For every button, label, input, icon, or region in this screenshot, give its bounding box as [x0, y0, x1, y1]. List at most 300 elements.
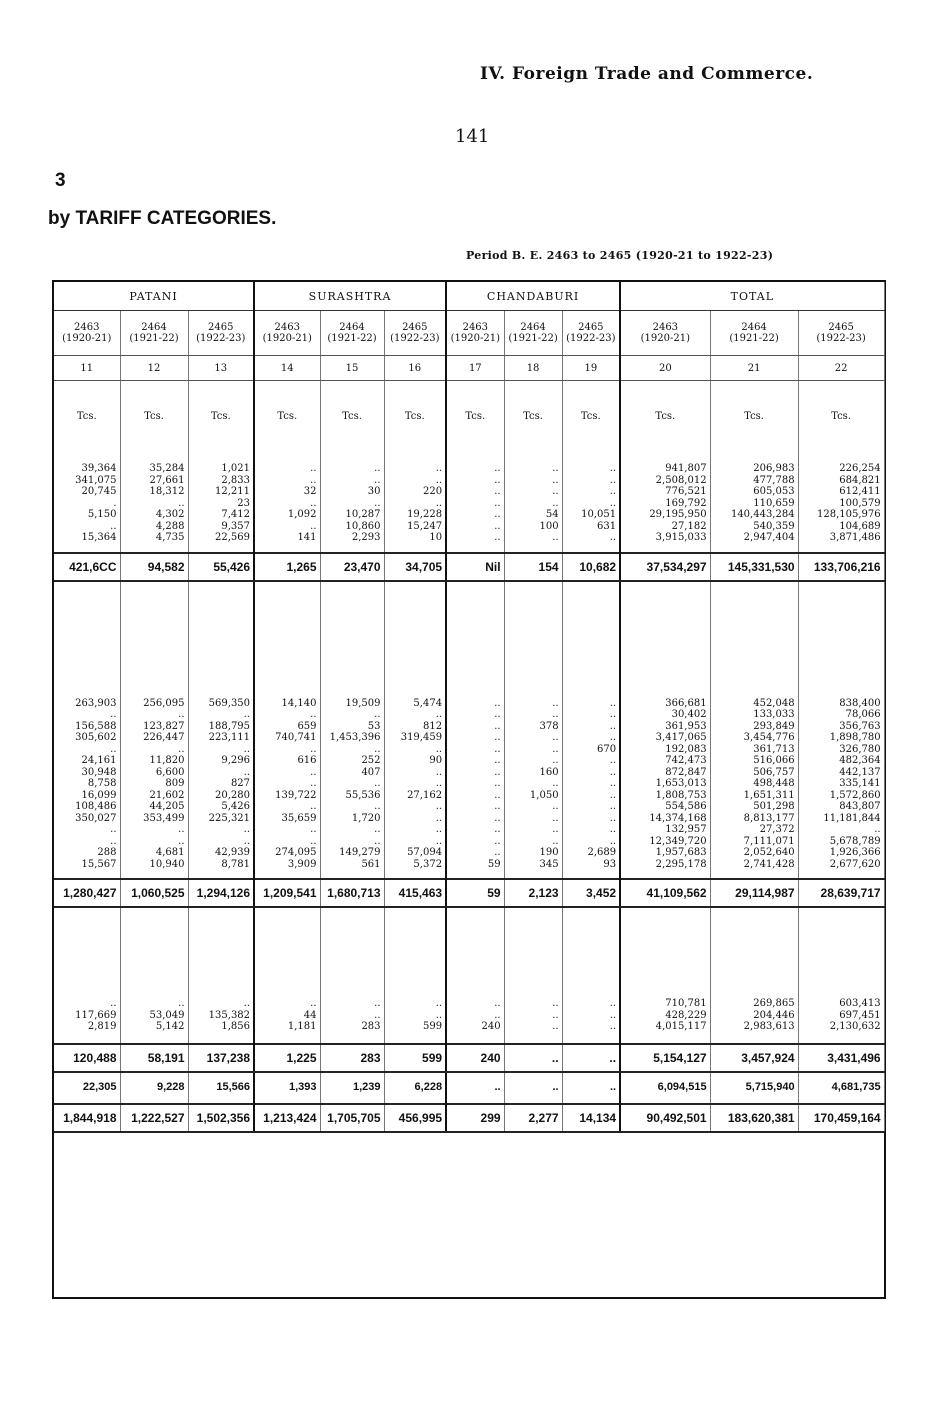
data-cell: 20,280 — [188, 790, 254, 802]
data-cell: .. — [384, 744, 446, 756]
unit-label: Tcs. — [254, 381, 320, 452]
data-cell: 1,720 — [320, 813, 384, 825]
unit-label: Tcs. — [188, 381, 254, 452]
section-total-row — [54, 553, 884, 581]
data-cell: .. — [320, 836, 384, 848]
spacer-cell — [54, 581, 120, 698]
column-number: 12 — [120, 356, 188, 381]
data-cell: 341,075 — [54, 475, 120, 487]
data-cell: .. — [188, 836, 254, 848]
data-cell: 872,847 — [620, 767, 710, 779]
total-cell: 145,331,530 — [710, 553, 798, 581]
data-cell: 6,228 — [384, 1072, 446, 1104]
column-number-row — [54, 356, 884, 381]
data-cell: 39,364 — [54, 463, 120, 475]
data-cell: 16,099 — [54, 790, 120, 802]
data-cell: 269,865 — [710, 998, 798, 1010]
spacer-cell — [54, 451, 120, 463]
spacer-cell — [620, 870, 710, 879]
data-cell: .. — [562, 709, 620, 721]
spacer-cell — [446, 581, 504, 698]
data-cell: .. — [188, 744, 254, 756]
data-cell: .. — [384, 498, 446, 510]
spacer-cell — [320, 870, 384, 879]
data-cell: 100 — [504, 521, 562, 533]
unit-label: Tcs. — [54, 381, 120, 452]
data-cell: 335,141 — [798, 778, 884, 790]
data-cell: .. — [54, 824, 120, 836]
data-cell: 5,474 — [384, 698, 446, 710]
data-cell: .. — [384, 813, 446, 825]
spacer-cell — [446, 870, 504, 879]
data-cell: 169,792 — [620, 498, 710, 510]
data-cell: 188,795 — [188, 721, 254, 733]
data-cell: 59 — [446, 859, 504, 871]
spacer-cell — [446, 1033, 504, 1044]
data-cell: 1,239 — [320, 1072, 384, 1104]
total-cell: 23,470 — [320, 553, 384, 581]
data-cell: 941,807 — [620, 463, 710, 475]
data-cell: 15,567 — [54, 859, 120, 871]
data-cell: 319,459 — [384, 732, 446, 744]
data-cell: 2,741,428 — [710, 859, 798, 871]
data-cell: 612,411 — [798, 486, 884, 498]
data-cell: 30,948 — [54, 767, 120, 779]
spacer-cell — [54, 870, 120, 879]
running-header: IV. Foreign Trade and Commerce. — [480, 64, 814, 84]
data-cell: .. — [504, 1010, 562, 1022]
data-cell: 6,600 — [120, 767, 188, 779]
total-cell: 1,225 — [254, 1044, 320, 1072]
section-total-row — [54, 879, 884, 907]
total-cell: 14,134 — [562, 1104, 620, 1132]
data-cell: 274,095 — [254, 847, 320, 859]
data-cell: 10,940 — [120, 859, 188, 871]
data-cell: 2,508,012 — [620, 475, 710, 487]
data-row — [54, 732, 884, 744]
data-cell: .. — [384, 801, 446, 813]
year-header: 2464 (1921-22) — [120, 311, 188, 356]
data-cell: 5,150 — [54, 509, 120, 521]
total-cell: 3,431,496 — [798, 1044, 884, 1072]
total-cell: 2,277 — [504, 1104, 562, 1132]
data-cell: .. — [120, 836, 188, 848]
column-number: 13 — [188, 356, 254, 381]
data-cell: 190 — [504, 847, 562, 859]
tariff-table — [54, 282, 885, 1133]
data-cell: 843,807 — [798, 801, 884, 813]
data-cell: 9,357 — [188, 521, 254, 533]
data-cell: .. — [446, 813, 504, 825]
data-cell: 14,140 — [254, 698, 320, 710]
data-cell: .. — [504, 532, 562, 544]
data-cell: 10 — [384, 532, 446, 544]
data-cell: 140,443,284 — [710, 509, 798, 521]
data-cell: .. — [446, 698, 504, 710]
data-cell: 192,083 — [620, 744, 710, 756]
data-cell: .. — [446, 778, 504, 790]
data-cell: 1,050 — [504, 790, 562, 802]
year-header-row — [54, 311, 884, 356]
data-cell: 23 — [188, 498, 254, 510]
data-cell: 78,066 — [798, 709, 884, 721]
total-cell: 1,680,713 — [320, 879, 384, 907]
data-cell: 2,983,613 — [710, 1021, 798, 1033]
data-cell: .. — [254, 767, 320, 779]
data-cell: 256,095 — [120, 698, 188, 710]
data-cell: 361,953 — [620, 721, 710, 733]
data-cell: .. — [384, 475, 446, 487]
data-cell: .. — [384, 709, 446, 721]
data-cell: .. — [446, 709, 504, 721]
spacer-cell — [562, 907, 620, 998]
total-cell: 133,706,216 — [798, 553, 884, 581]
unit-label: Tcs. — [562, 381, 620, 452]
data-cell: .. — [446, 532, 504, 544]
year-header: 2463 (1920-21) — [620, 311, 710, 356]
spacer-cell — [54, 1033, 120, 1044]
total-cell: 28,639,717 — [798, 879, 884, 907]
column-number: 22 — [798, 356, 884, 381]
data-cell: .. — [446, 463, 504, 475]
data-cell: .. — [254, 475, 320, 487]
data-cell: 226,254 — [798, 463, 884, 475]
data-cell: .. — [320, 709, 384, 721]
data-cell: .. — [254, 709, 320, 721]
data-cell: 501,298 — [710, 801, 798, 813]
spacer-cell — [798, 907, 884, 998]
total-cell: 3,452 — [562, 879, 620, 907]
data-cell: 3,417,065 — [620, 732, 710, 744]
data-cell: 160 — [504, 767, 562, 779]
data-cell: .. — [562, 1010, 620, 1022]
data-row — [54, 509, 884, 521]
data-cell: 1,898,780 — [798, 732, 884, 744]
total-cell: 120,488 — [54, 1044, 120, 1072]
data-cell: 561 — [320, 859, 384, 871]
total-cell: 1,502,356 — [188, 1104, 254, 1132]
data-row — [54, 463, 884, 475]
total-cell: 1,209,541 — [254, 879, 320, 907]
data-cell: 710,781 — [620, 998, 710, 1010]
spacer-cell — [384, 907, 446, 998]
data-cell: .. — [562, 498, 620, 510]
data-cell: 2,689 — [562, 847, 620, 859]
spacer-cell — [710, 907, 798, 998]
year-header: 2465 (1922-23) — [798, 311, 884, 356]
data-row — [54, 998, 884, 1010]
spacer-cell — [320, 581, 384, 698]
spacer-cell — [562, 581, 620, 698]
data-cell: .. — [562, 755, 620, 767]
spacer-row — [54, 1033, 884, 1044]
spacer-cell — [562, 451, 620, 463]
data-cell: .. — [54, 521, 120, 533]
data-cell: 516,066 — [710, 755, 798, 767]
data-cell: 2,295,178 — [620, 859, 710, 871]
spacer-cell — [710, 870, 798, 879]
data-row — [54, 709, 884, 721]
data-cell: .. — [562, 824, 620, 836]
data-cell: 19,228 — [384, 509, 446, 521]
data-cell: 540,359 — [710, 521, 798, 533]
data-cell: 740,741 — [254, 732, 320, 744]
total-cell: 1,294,126 — [188, 879, 254, 907]
total-cell: 299 — [446, 1104, 504, 1132]
total-cell: 1,705,705 — [320, 1104, 384, 1132]
total-cell: 240 — [446, 1044, 504, 1072]
total-cell: 37,534,297 — [620, 553, 710, 581]
data-cell: 35,659 — [254, 813, 320, 825]
data-cell: 2,293 — [320, 532, 384, 544]
data-cell: .. — [446, 475, 504, 487]
total-cell: 137,238 — [188, 1044, 254, 1072]
data-cell: 35,284 — [120, 463, 188, 475]
data-cell: 345 — [504, 859, 562, 871]
data-cell: .. — [562, 790, 620, 802]
total-cell: 1,280,427 — [54, 879, 120, 907]
total-cell: 599 — [384, 1044, 446, 1072]
data-cell: 3,871,486 — [798, 532, 884, 544]
data-cell: .. — [320, 744, 384, 756]
data-cell: 7,412 — [188, 509, 254, 521]
data-cell: 4,735 — [120, 532, 188, 544]
data-cell: .. — [504, 498, 562, 510]
spacer-cell — [620, 544, 710, 553]
data-cell: 3,909 — [254, 859, 320, 871]
data-cell: .. — [562, 698, 620, 710]
data-cell: .. — [446, 509, 504, 521]
spacer-cell — [120, 1033, 188, 1044]
spacer-cell — [254, 1033, 320, 1044]
data-cell: .. — [504, 732, 562, 744]
data-cell: 29,195,950 — [620, 509, 710, 521]
data-cell: .. — [120, 998, 188, 1010]
data-cell: .. — [504, 463, 562, 475]
data-cell: 1,393 — [254, 1072, 320, 1104]
data-cell: 812 — [384, 721, 446, 733]
data-cell: .. — [320, 824, 384, 836]
data-cell: 15,364 — [54, 532, 120, 544]
spacer-cell — [384, 581, 446, 698]
data-cell: 631 — [562, 521, 620, 533]
data-cell: .. — [504, 709, 562, 721]
total-cell: 1,060,525 — [120, 879, 188, 907]
data-cell: 18,312 — [120, 486, 188, 498]
group-header: CHANDABURI — [446, 282, 620, 311]
data-cell: 1,092 — [254, 509, 320, 521]
spacer-cell — [798, 451, 884, 463]
data-row — [54, 721, 884, 733]
spacer-cell — [504, 870, 562, 879]
data-cell: .. — [562, 813, 620, 825]
total-cell: 170,459,164 — [798, 1104, 884, 1132]
spacer-cell — [504, 451, 562, 463]
data-cell: 108,486 — [54, 801, 120, 813]
data-cell: 827 — [188, 778, 254, 790]
data-cell: .. — [254, 498, 320, 510]
data-cell: .. — [562, 732, 620, 744]
data-cell: 1,808,753 — [620, 790, 710, 802]
data-cell: .. — [504, 836, 562, 848]
data-cell: .. — [446, 998, 504, 1010]
data-cell: 477,788 — [710, 475, 798, 487]
data-cell: 55,536 — [320, 790, 384, 802]
data-cell: 1,181 — [254, 1021, 320, 1033]
spacer-cell — [120, 581, 188, 698]
data-cell: .. — [384, 778, 446, 790]
data-cell: .. — [384, 1010, 446, 1022]
total-cell: 2,123 — [504, 879, 562, 907]
data-cell: 1,856 — [188, 1021, 254, 1033]
spacer-cell — [188, 907, 254, 998]
data-cell: 11,181,844 — [798, 813, 884, 825]
data-cell: 442,137 — [798, 767, 884, 779]
data-cell: .. — [384, 998, 446, 1010]
data-cell: .. — [446, 824, 504, 836]
data-cell: 27,162 — [384, 790, 446, 802]
data-cell: 117,669 — [54, 1010, 120, 1022]
group-header-row — [54, 282, 884, 311]
data-cell: .. — [562, 486, 620, 498]
spacer-cell — [188, 581, 254, 698]
data-cell: 204,446 — [710, 1010, 798, 1022]
data-cell: 616 — [254, 755, 320, 767]
spacer-cell — [504, 907, 562, 998]
data-cell: .. — [120, 498, 188, 510]
data-cell: 3,454,776 — [710, 732, 798, 744]
data-cell: 5,426 — [188, 801, 254, 813]
data-cell: .. — [54, 998, 120, 1010]
data-cell: 8,758 — [54, 778, 120, 790]
total-cell: .. — [562, 1044, 620, 1072]
section-total-row — [54, 1044, 884, 1072]
spacer-cell — [54, 544, 120, 553]
data-cell: .. — [504, 1072, 562, 1104]
data-cell: 10,287 — [320, 509, 384, 521]
data-cell: .. — [384, 824, 446, 836]
data-row — [54, 1010, 884, 1022]
data-row — [54, 790, 884, 802]
total-cell: 59 — [446, 879, 504, 907]
total-cell: Nil — [446, 553, 504, 581]
spacer-cell — [710, 581, 798, 698]
data-cell: 240 — [446, 1021, 504, 1033]
column-number: 20 — [620, 356, 710, 381]
data-cell: 104,689 — [798, 521, 884, 533]
data-cell: 133,033 — [710, 709, 798, 721]
data-cell: .. — [562, 463, 620, 475]
data-cell: .. — [446, 486, 504, 498]
data-cell: .. — [188, 824, 254, 836]
spacer-cell — [446, 544, 504, 553]
unit-label: Tcs. — [710, 381, 798, 452]
data-cell: .. — [188, 709, 254, 721]
data-cell: .. — [562, 721, 620, 733]
data-cell: 100,579 — [798, 498, 884, 510]
data-cell: 1,572,860 — [798, 790, 884, 802]
data-cell: 54 — [504, 509, 562, 521]
spacer-cell — [120, 544, 188, 553]
data-row — [54, 813, 884, 825]
data-cell: 9,296 — [188, 755, 254, 767]
data-row — [54, 801, 884, 813]
total-cell: 183,620,381 — [710, 1104, 798, 1132]
data-cell: .. — [446, 1072, 504, 1104]
unit-label: Tcs. — [798, 381, 884, 452]
data-cell: .. — [504, 813, 562, 825]
unit-label: Tcs. — [446, 381, 504, 452]
data-cell: 356,763 — [798, 721, 884, 733]
data-cell: 569,350 — [188, 698, 254, 710]
data-cell: 139,722 — [254, 790, 320, 802]
data-cell: 149,279 — [320, 847, 384, 859]
data-cell: 326,780 — [798, 744, 884, 756]
data-cell: 44,205 — [120, 801, 188, 813]
total-cell: 3,457,924 — [710, 1044, 798, 1072]
data-cell: .. — [562, 767, 620, 779]
data-cell: .. — [504, 801, 562, 813]
column-number: 18 — [504, 356, 562, 381]
data-cell: 42,939 — [188, 847, 254, 859]
data-row — [54, 498, 884, 510]
column-number: 16 — [384, 356, 446, 381]
column-number: 14 — [254, 356, 320, 381]
data-cell: 809 — [120, 778, 188, 790]
data-cell: 27,182 — [620, 521, 710, 533]
data-cell: .. — [320, 778, 384, 790]
total-cell: .. — [504, 1044, 562, 1072]
data-cell: .. — [504, 778, 562, 790]
spacer-cell — [620, 451, 710, 463]
trade-table — [52, 280, 886, 1299]
spacer-cell — [254, 581, 320, 698]
year-header: 2465 (1922-23) — [562, 311, 620, 356]
data-cell: 30,402 — [620, 709, 710, 721]
data-cell: .. — [504, 744, 562, 756]
total-cell: 1,265 — [254, 553, 320, 581]
data-cell: .. — [188, 998, 254, 1010]
data-cell: 57,094 — [384, 847, 446, 859]
grand-total-row — [54, 1104, 884, 1132]
spacer-cell — [446, 451, 504, 463]
data-cell: .. — [320, 998, 384, 1010]
data-cell: 19,509 — [320, 698, 384, 710]
data-cell: .. — [562, 475, 620, 487]
data-cell: 2,052,640 — [710, 847, 798, 859]
spacer-cell — [120, 907, 188, 998]
data-cell: 7,111,071 — [710, 836, 798, 848]
spacer-cell — [384, 544, 446, 553]
data-cell: 776,521 — [620, 486, 710, 498]
unit-label: Tcs. — [504, 381, 562, 452]
data-cell: .. — [254, 998, 320, 1010]
data-cell: 128,105,976 — [798, 509, 884, 521]
data-cell: 2,947,404 — [710, 532, 798, 544]
data-cell: 15,247 — [384, 521, 446, 533]
data-cell: 293,849 — [710, 721, 798, 733]
column-number: 17 — [446, 356, 504, 381]
data-cell: .. — [254, 521, 320, 533]
data-cell: 8,813,177 — [710, 813, 798, 825]
data-cell: .. — [254, 778, 320, 790]
data-cell: .. — [562, 801, 620, 813]
spacer-cell — [798, 1033, 884, 1044]
data-cell: 605,053 — [710, 486, 798, 498]
spacer-cell — [798, 870, 884, 879]
data-row — [54, 755, 884, 767]
data-cell: 263,903 — [54, 698, 120, 710]
